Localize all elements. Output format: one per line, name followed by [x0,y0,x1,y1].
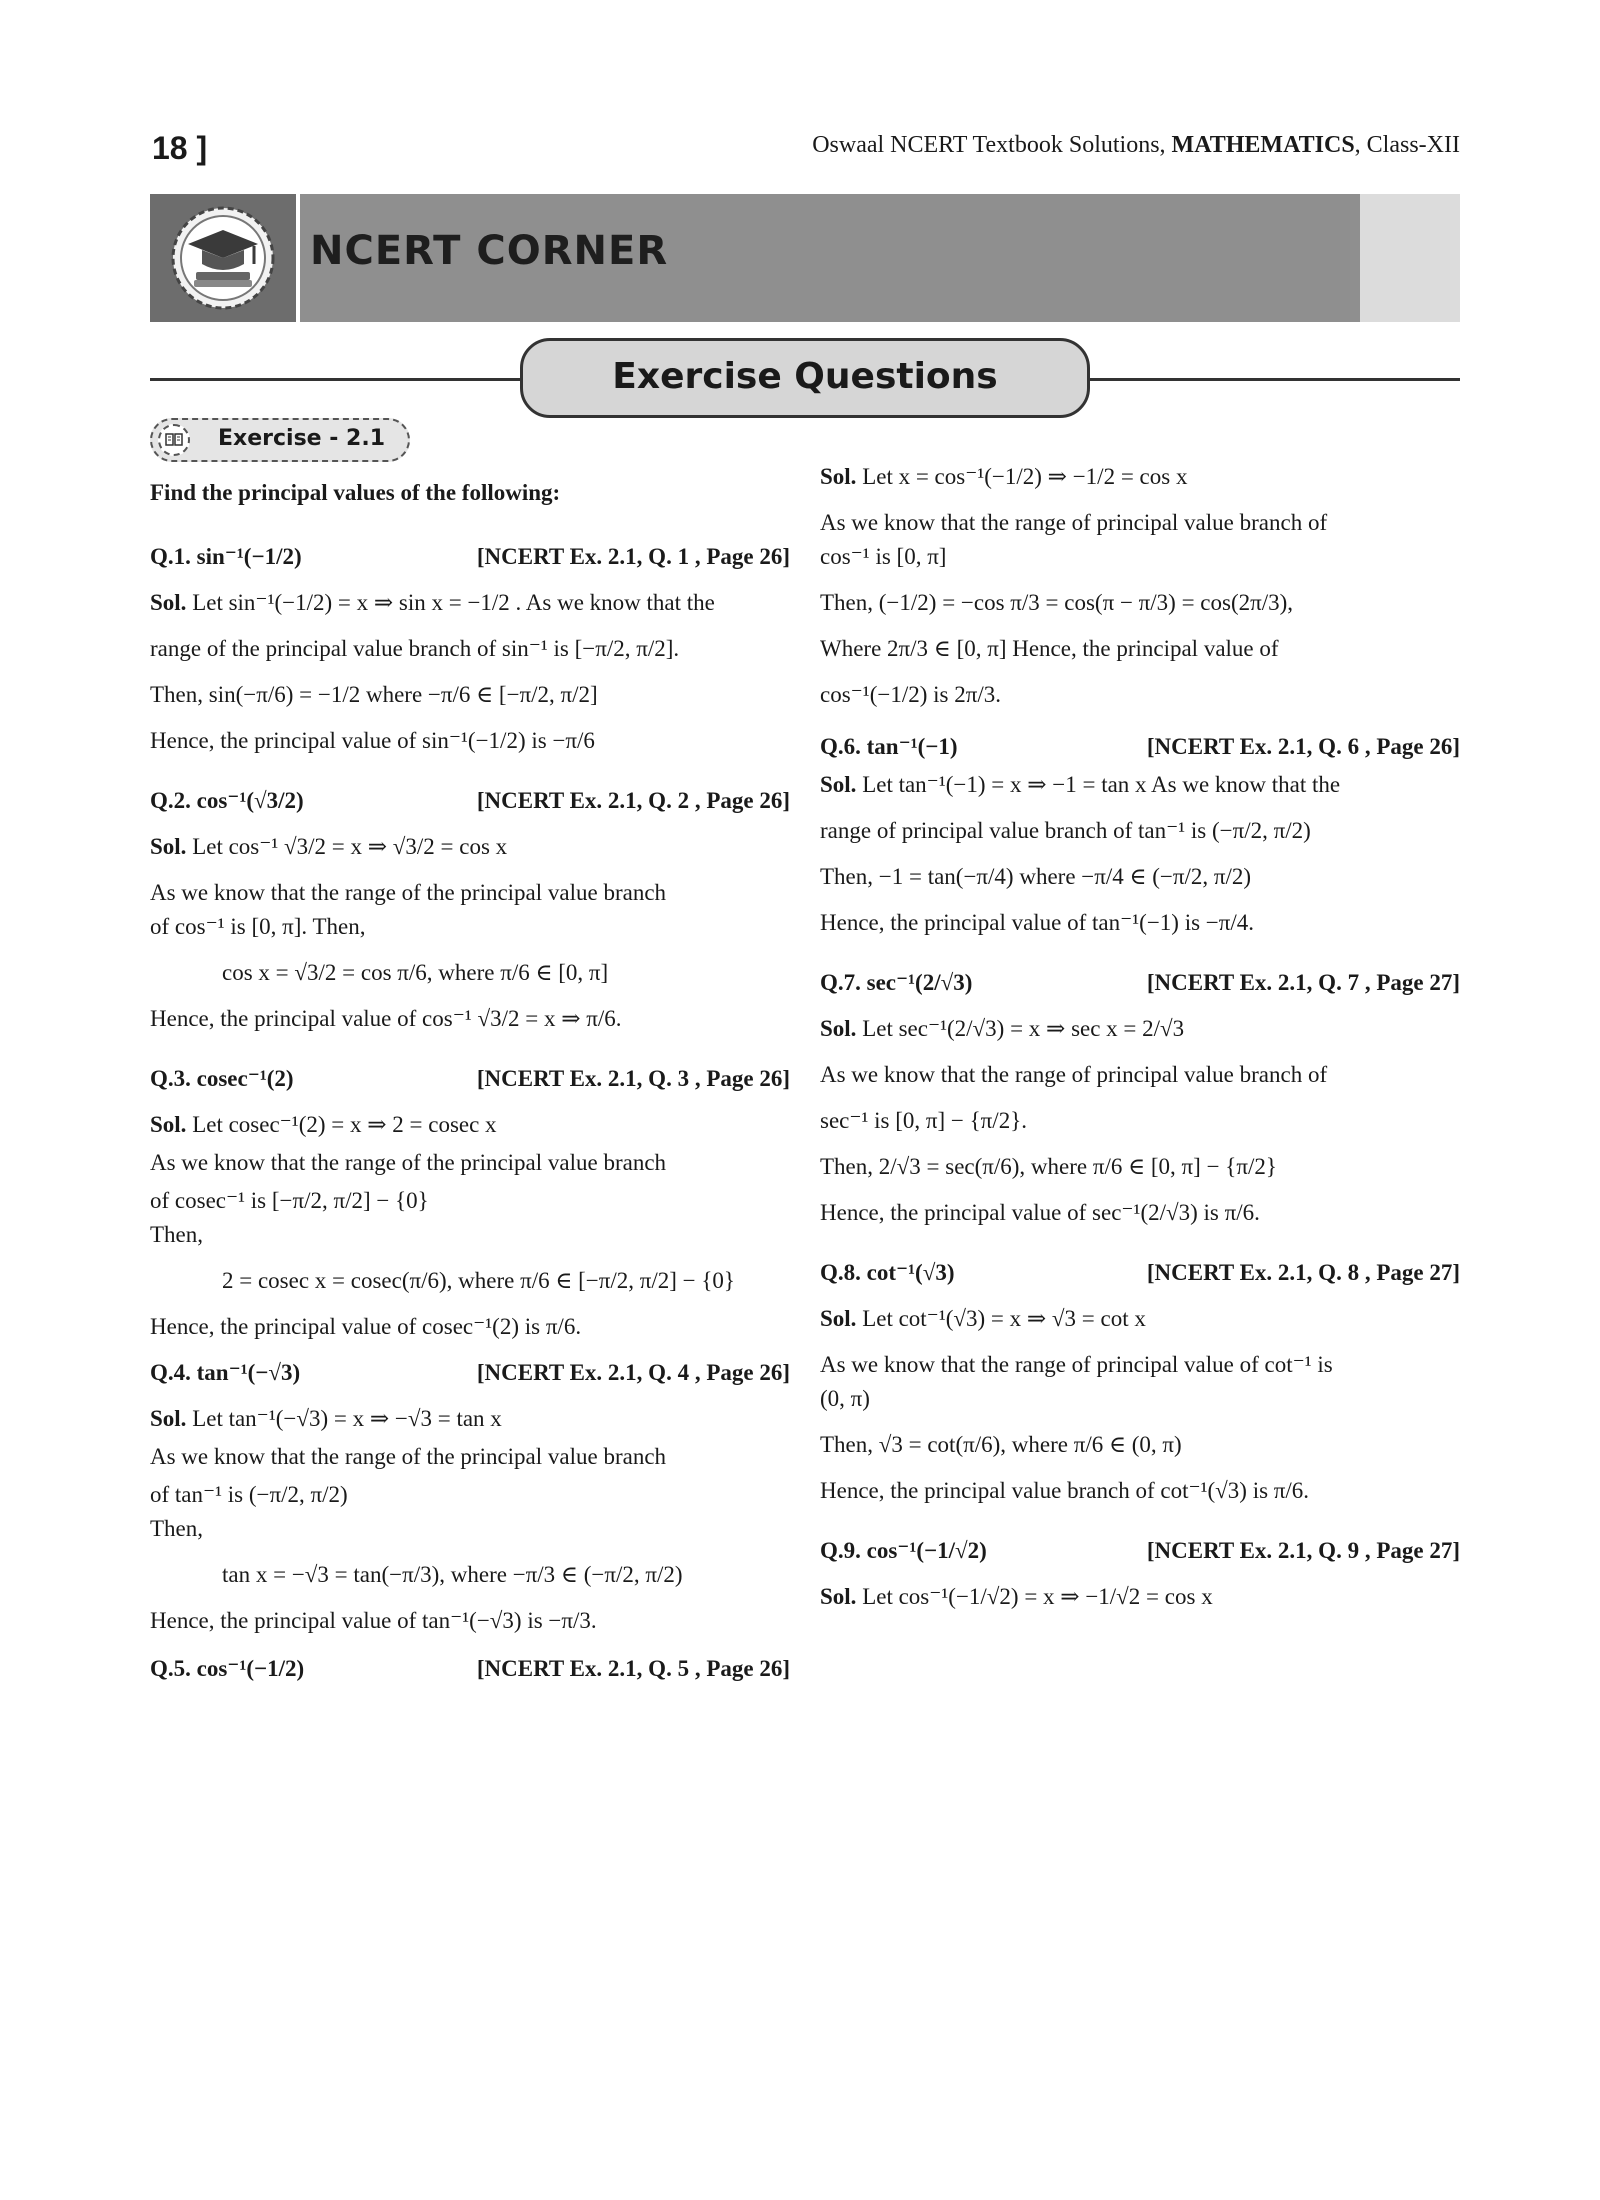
solution-6-line-2: range of principal value branch of tan⁻¹ is (−π/2, π/2) [820,818,1311,843]
question-4-text: Q.4. tan⁻¹(−√3) [150,1360,301,1385]
question-3-text: Q.3. cosec⁻¹(2) [150,1066,294,1091]
banner-icon-box [150,194,296,322]
question-5 [150,1652,790,1686]
question-3 [150,1062,790,1096]
solution-4-line-4: Then, [150,1516,204,1541]
running-head-suffix: , Class-XII [1354,132,1460,158]
solution-1-line-3: Then, sin(−π/6) = −1/2 where −π/6 ∈ [−π/2, π/2] [150,682,598,707]
section-rule-right [1090,378,1460,381]
sol-label: Sol. [150,1406,187,1431]
solution-3-line-6: Hence, the principal value of cosec⁻¹(2) is π/6. [150,1314,582,1339]
solution-7-text-1: Let sec⁻¹(2/√3) = x ⇒ sec x = 2/√3 [862,1016,1185,1041]
solution-5-text-1: Let x = cos⁻¹(−1/2) ⇒ −1/2 = cos x [862,464,1188,489]
question-7-text: Q.7. sec⁻¹(2/√3) [820,970,973,995]
solution-8-text-1: Let cot⁻¹(√3) = x ⇒ √3 = cot x [862,1306,1146,1331]
solution-9-line-1 [820,1580,1460,1614]
question-4-ref: [NCERT Ex. 2.1, Q. 4 , Page 26] [476,1360,790,1385]
sol-label: Sol. [820,1016,857,1041]
section-rule-left [150,378,520,381]
solution-4-line-1 [150,1402,790,1436]
solution-7-line-4: Then, 2/√3 = sec(π/6), where π/6 ∈ [0, π] − {π/2} [820,1154,1277,1179]
solution-8-line-2: As we know that the range of principal value of cot⁻¹ is [820,1352,1333,1377]
solution-5-line-3: cos⁻¹ is [0, π] [820,544,947,569]
solution-4-line-5: tan x = −√3 = tan(−π/3), where −π/3 ∈ (−π/2, π/2) [222,1562,683,1587]
question-2 [150,784,790,818]
solution-6-text-1: Let tan⁻¹(−1) = x ⇒ −1 = tan x As we know that the [862,772,1341,797]
solution-1-line-2: range of the principal value branch of sin⁻¹ is [−π/2, π/2]. [150,636,680,661]
running-head-subject: MATHEMATICS [1171,132,1355,158]
intro-text: Find the principal values of the following: [150,480,561,505]
sol-label: Sol. [150,1112,187,1137]
ncert-corner-banner [150,194,1460,322]
section-title: Exercise Questions [520,338,1090,418]
question-9-text: Q.9. cos⁻¹(−1/√2) [820,1538,987,1563]
exercise-tag [150,418,410,462]
question-2-text: Q.2. cos⁻¹(√3/2) [150,788,304,813]
banner-tail [1360,194,1460,322]
left-column [150,476,790,1698]
open-book-icon [158,424,190,456]
solution-6-line-1 [820,768,1460,802]
question-6 [820,730,1460,764]
question-2-ref: [NCERT Ex. 2.1, Q. 2 , Page 26] [476,788,790,813]
solution-2-line-1 [150,830,790,864]
question-5-text: Q.5. cos⁻¹(−1/2) [150,1656,305,1681]
solution-6-line-4: Hence, the principal value of tan⁻¹(−1) is −π/4. [820,910,1255,935]
solution-5-line-4: Then, (−1/2) = −cos π/3 = cos(π − π/3) = cos(2π/3), [820,590,1294,615]
solution-5-line-6: cos⁻¹(−1/2) is 2π/3. [820,682,1001,707]
question-8-text: Q.8. cot⁻¹(√3) [820,1260,955,1285]
question-3-ref: [NCERT Ex. 2.1, Q. 3 , Page 26] [476,1066,790,1091]
question-6-ref: [NCERT Ex. 2.1, Q. 6 , Page 26] [1146,734,1460,759]
right-column [820,460,1460,1626]
solution-2-text-1: Let cos⁻¹ √3/2 = x ⇒ √3/2 = cos x [192,834,508,859]
solution-5-line-1 [820,460,1460,494]
solution-2-line-5: Hence, the principal value of cos⁻¹ √3/2 = x ⇒ π/6. [150,1006,622,1031]
solution-4-line-3: of tan⁻¹ is (−π/2, π/2) [150,1482,348,1507]
question-9-ref: [NCERT Ex. 2.1, Q. 9 , Page 27] [1146,1538,1460,1563]
question-7 [820,966,1460,1000]
question-4 [150,1356,790,1390]
solution-8-line-1 [820,1302,1460,1336]
banner-title: NCERT CORNER [310,228,669,274]
solution-7-line-1 [820,1012,1460,1046]
sol-label: Sol. [150,590,187,615]
sol-label: Sol. [150,834,187,859]
page-number: 18 ] [152,130,208,166]
solution-3-line-3: of cosec⁻¹ is [−π/2, π/2] − {0} [150,1188,429,1213]
solution-7-line-5: Hence, the principal value of sec⁻¹(2/√3) is π/6. [820,1200,1260,1225]
solution-1-line-4: Hence, the principal value of sin⁻¹(−1/2) is −π/6 [150,728,595,753]
solution-3-line-1 [150,1108,790,1142]
graduation-cap-book-icon [150,194,296,322]
question-1 [150,540,790,574]
solution-2-line-2: As we know that the range of the principal value branch [150,880,667,905]
solution-2-line-4: cos x = √3/2 = cos π/6, where π/6 ∈ [0, π] [222,960,609,985]
solution-8-line-4: Then, √3 = cot(π/6), where π/6 ∈ (0, π) [820,1432,1182,1457]
solution-4-line-6: Hence, the principal value of tan⁻¹(−√3) is −π/3. [150,1608,597,1633]
solution-1-line-1 [150,586,790,620]
solution-9-text-1: Let cos⁻¹(−1/√2) = x ⇒ −1/√2 = cos x [862,1584,1213,1609]
sol-label: Sol. [820,772,857,797]
question-8 [820,1256,1460,1290]
solution-3-line-5: 2 = cosec x = cosec(π/6), where π/6 ∈ [−π/2, π/2] − {0} [222,1268,735,1293]
solution-2-line-3: of cos⁻¹ is [0, π]. Then, [150,914,366,939]
exercise-tag-label: Exercise - 2.1 [218,426,386,451]
solution-3-line-2: As we know that the range of the principal value branch [150,1150,667,1175]
question-9 [820,1534,1460,1568]
running-head-prefix: Oswaal NCERT Textbook Solutions, [812,132,1172,158]
solution-5-line-2: As we know that the range of principal value branch of [820,510,1328,535]
solution-3-line-4: Then, [150,1222,204,1247]
solution-7-line-2: As we know that the range of principal value branch of [820,1062,1328,1087]
question-1-ref: [NCERT Ex. 2.1, Q. 1 , Page 26] [476,544,790,569]
question-5-ref: [NCERT Ex. 2.1, Q. 5 , Page 26] [476,1656,790,1681]
solution-4-line-2: As we know that the range of the principal value branch [150,1444,667,1469]
section-header [150,338,1460,420]
sol-label: Sol. [820,1584,857,1609]
question-8-ref: [NCERT Ex. 2.1, Q. 8 , Page 27] [1146,1260,1460,1285]
solution-7-line-3: sec⁻¹ is [0, π] − {π/2}. [820,1108,1027,1133]
solution-1-text-1: Let sin⁻¹(−1/2) = x ⇒ sin x = −1/2 . As we know that the [192,590,715,615]
solution-8-line-3: (0, π) [820,1386,870,1411]
solution-8-line-5: Hence, the principal value branch of cot⁻¹(√3) is π/6. [820,1478,1310,1503]
running-head [812,132,1460,159]
question-6-text: Q.6. tan⁻¹(−1) [820,734,958,759]
sol-label: Sol. [820,464,857,489]
solution-4-text-1: Let tan⁻¹(−√3) = x ⇒ −√3 = tan x [192,1406,502,1431]
sol-label: Sol. [820,1306,857,1331]
question-1-text: Q.1. sin⁻¹(−1/2) [150,544,302,569]
solution-6-line-3: Then, −1 = tan(−π/4) where −π/4 ∈ (−π/2, π/2) [820,864,1252,889]
solution-3-text-1: Let cosec⁻¹(2) = x ⇒ 2 = cosec x [192,1112,497,1137]
question-7-ref: [NCERT Ex. 2.1, Q. 7 , Page 27] [1146,970,1460,995]
solution-5-line-5: Where 2π/3 ∈ [0, π] Hence, the principal value of [820,636,1279,661]
